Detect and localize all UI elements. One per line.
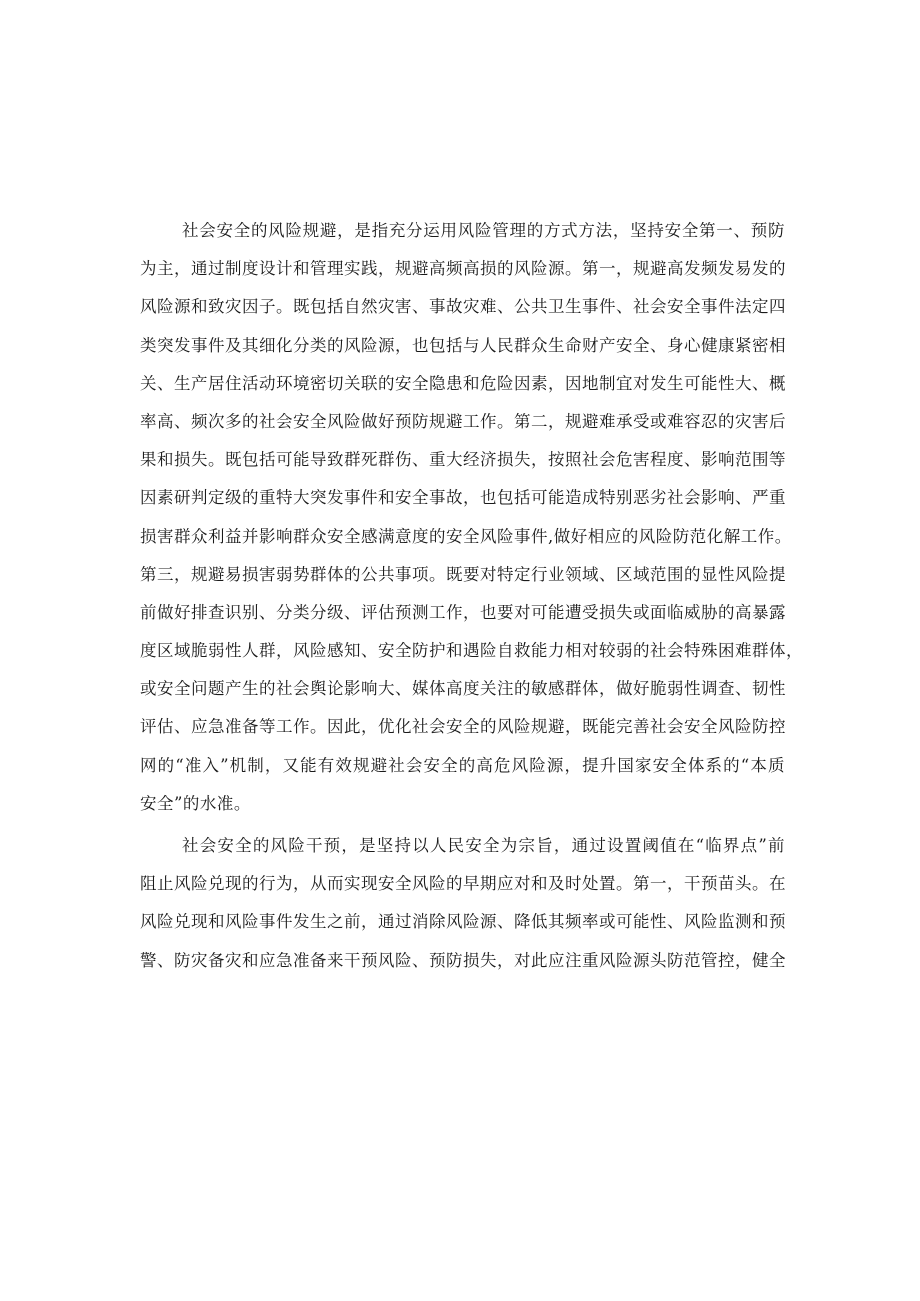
paragraph-risk-avoidance	[140, 212, 803, 823]
paragraph-risk-intervention	[140, 827, 785, 980]
text-line: 前做好排查识别、分类分级、评估预测工作，也要对可能遭受损失或面临威胁的高暴露	[140, 602, 786, 622]
text-line: 风险源和致灾因子。既包括自然灾害、事故灾难、公共卫生事件、社会安全事件法定四	[140, 297, 786, 317]
text-line: 社会安全的风险干预，是坚持以人民安全为宗旨，通过设置阈值在“临界点”前	[182, 836, 785, 855]
text-line: 关、生产居住活动环境密切关联的安全隐患和危险因素，因地制宜对发生可能性大、概	[140, 373, 786, 393]
document-body	[140, 212, 803, 980]
text-line: 评估、应急准备等工作。因此，优化社会安全的风险规避，既能完善社会安全风险防控	[140, 717, 786, 737]
text-line: 为主，通过制度设计和管理实践，规避高频高损的风险源。第一，规避高发频发易发的	[140, 259, 786, 279]
text-line: 阻止风险兑现的行为，从而实现安全风险的早期应对和及时处置。第一，干预苗头。在	[140, 874, 786, 894]
text-line: 网的“准入”机制，又能有效规避社会安全的高危风险源，提升国家安全体系的“本质	[140, 755, 785, 775]
text-line: 类突发事件及其细化分类的风险源，也包括与人民群众生命财产安全、身心健康紧密相	[140, 335, 786, 355]
text-line: 损害群众利益并影响群众安全感满意度的安全风险事件,做好相应的风险防范化解工作。	[140, 526, 792, 546]
text-line: 警、防灾备灾和应急准备来干预风险、预防损失，对此应注重风险源头防范管控，健全	[140, 950, 786, 970]
text-line: 率高、频次多的社会安全风险做好预防规避工作。第二，规避难承受或难容忍的灾害后	[140, 411, 786, 431]
text-line: 社会安全的风险规避，是指充分运用风险管理的方式方法，坚持安全第一、预防	[182, 221, 785, 240]
text-line: 或安全问题产生的社会舆论影响大、媒体高度关注的敏感群体，做好脆弱性调查、韧性	[140, 679, 786, 699]
text-line: 安全”的水准。	[140, 793, 251, 813]
text-line: 因素研判定级的重特大突发事件和安全事故，也包括可能造成特别恶劣社会影响、严重	[140, 488, 786, 508]
text-line: 风险兑现和风险事件发生之前，通过消除风险源、降低其频率或可能性、风险监测和预	[140, 912, 786, 932]
text-line: 第三，规避易损害弱势群体的公共事项。既要对特定行业领域、区域范围的显性风险提	[140, 564, 786, 584]
text-line: 果和损失。既包括可能导致群死群伤、重大经济损失，按照社会危害程度、影响范围等	[140, 450, 786, 470]
text-line: 度区域脆弱性人群，风险感知、安全防护和遇险自救能力相对较弱的社会特殊困难群体，	[140, 641, 803, 661]
